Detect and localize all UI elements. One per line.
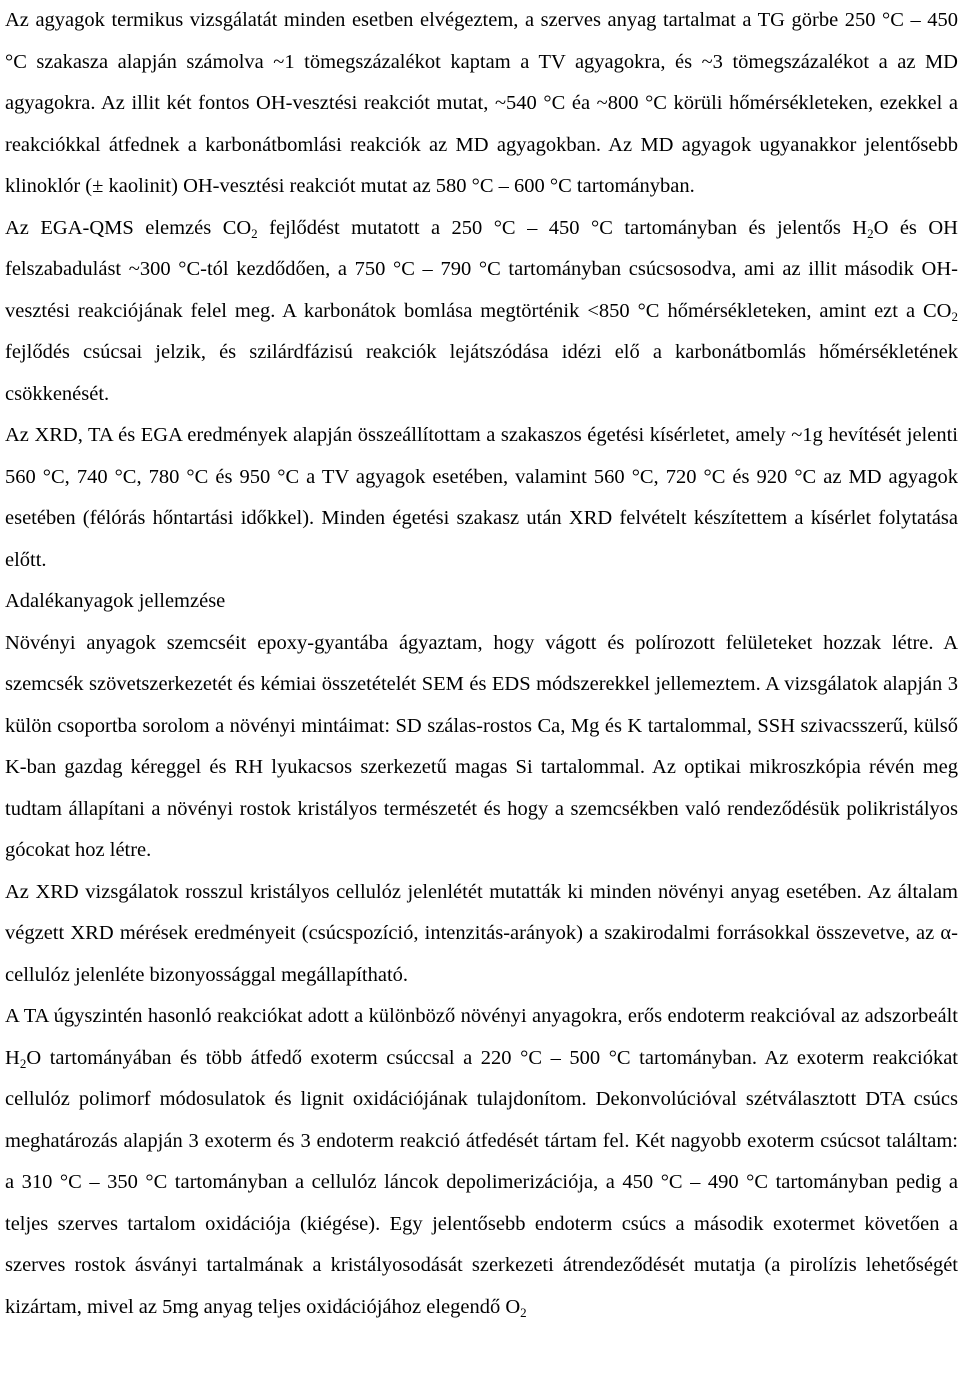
paragraph-thermal-analysis — [5, 0, 958, 208]
subscript: 2 — [251, 225, 258, 241]
paragraph-ta-reactions — [5, 996, 958, 1328]
section-heading — [5, 581, 958, 623]
paragraph-xrd-cellulose — [5, 872, 958, 997]
text-segment: fejlődés csúcsai jelzik, és szilárdfázisú reakciók lejátszódása idézi elő a karbonátbomlás hőmérsékletének csökkenését. — [5, 341, 958, 405]
text-segment: Az XRD vizsgálatok rosszul kristályos cellulóz jelenlétét mutatták ki minden növényi anyag esetében. Az általam végzett XRD mérések eredményeit (csúcspozíció, intenzitás-arányok) a szakirodalmi forrásokkal összevetve, az α-cellulóz jelenléte bizonyossággal megállapítható. — [5, 880, 958, 986]
paragraph-plant-materials — [5, 623, 958, 872]
text-segment: Az EGA-QMS elemzés CO — [5, 216, 252, 239]
paragraph-firing-experiment — [5, 415, 958, 581]
subscript: 2 — [867, 225, 874, 241]
text-segment: A TA úgyszintén hasonló reakciókat adott a különböző növényi anyagokra, erős endoterm reakcióval az adszorbeált H — [5, 1005, 958, 1069]
heading-text: Adalékanyagok jellemzése — [5, 590, 226, 612]
subscript: 2 — [520, 1304, 527, 1320]
subscript: 2 — [19, 1055, 27, 1071]
paragraph-ega-qms — [5, 208, 958, 416]
text-segment: O tartományában és több átfedő exoterm csúccsal a 220 °C – 500 °C tartományban. Az exoterm reakciókat cellulóz polimorf módosulatok és lignit oxidációjának tulajdonítom. Dekonvolúcióval szétválasztott DTA csúcs meghatározás alapján 3 exoterm és 3 endoterm reakció átfedését tártam fel. Két nagyobb exoterm csúcsot találtam: a 310 °C – 350 °C tartományban a cellulóz láncok depolimerizációja, a 450 °C – 490 °C tartományban pedig a teljes szerves tartalom oxidációja (kiégése). Egy jelentősebb endoterm csúcs a második exotermet követően a szerves rostok ásványi tartalmának a kristályosodását szerkezeti átrendeződését mutatja (a pirolízis lehetőségét kizártam, mivel az 5mg anyag teljes oxidációjához elegendő O — [5, 1046, 958, 1318]
document-page — [5, 0, 958, 1328]
text-segment: Növényi anyagok szemcséit epoxy-gyantába ágyaztam, hogy vágott és polírozott felületeket hozzak létre. A szemcsék szövetszerkezetét és kémiai összetételét SEM és EDS módszerekkel jellemeztem. A vizsgálatok alapján 3 külön csoportba sorolom a növényi mintáimat: SD szálas-rostos Ca, Mg és K tartalommal, SSH szivacsszerű, külső K-ban gazdag kéreggel és RH lyukacsos szerkezetű magas Si tartalommal. Az optikai mikroszkópia révén meg tudtam állapítani a növényi rostok kristályos természetét és hogy a szemcsékben való rendeződésük polikristályos gócokat hoz létre. — [5, 631, 958, 861]
subscript: 2 — [951, 308, 958, 324]
text-segment: Az agyagok termikus vizsgálatát minden esetben elvégeztem, a szerves anyag tartalmat a TG görbe 250 °C – 450 °C szakasza alapján számolva ~1 tömegszázalékot kaptam a TV agyagokra, és ~3 tömegszázalékot a az MD agyagokra. Az illit két fontos OH-vesztési reakciót mutat, ~540 °C éa ~800 °C körüli hőmérsékleteken, ezekkel a reakciókkal átfednek a karbonátbomlási reakciók az MD agyagokban. Az MD agyagok ugyanakkor jelentősebb klinoklór (± kaolinit) OH-vesztési reakciót mutat az 580 °C – 600 °C tartományban. — [5, 9, 958, 197]
text-segment: fejlődést mutatott a 250 °C – 450 °C tartományban és jelentős H — [257, 216, 868, 239]
text-segment: Az XRD, TA és EGA eredmények alapján összeállítottam a szakaszos égetési kísérletet, amely ~1g hevítését jelenti 560 °C, 740 °C, 780 °C és 950 °C a TV agyagok esetében, valamint 560 °C, 720 °C és 920 °C az MD agyagok esetében (félórás hőntartási időkkel). Minden égetési szakasz után XRD felvételt készítettem a kísérlet folytatása előtt. — [5, 424, 958, 571]
text-segment: O és OH felszabadulást ~300 °C-tól kezdődően, a 750 °C – 790 °C tartományban csúcsosodva, ami az illit második OH-vesztési reakciójának felel meg. A karbonátok bomlása megtörténik <850 °C hőmérsékleteken, amint ezt a CO — [5, 216, 958, 322]
